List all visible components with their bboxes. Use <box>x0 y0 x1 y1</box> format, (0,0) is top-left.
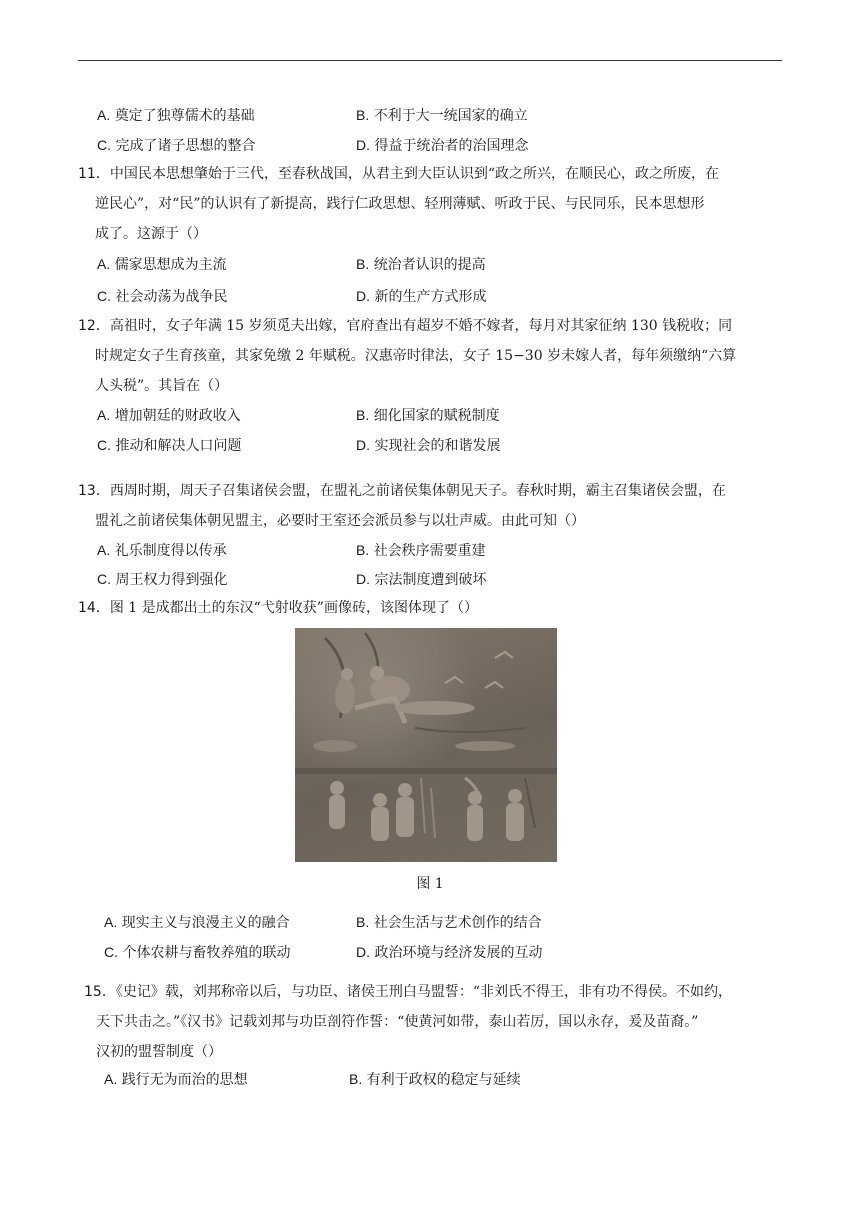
q13-option-c[interactable]: C. 周王权力得到强化 <box>97 571 228 588</box>
q11-option-a[interactable]: A. 儒家思想成为主流 <box>97 256 227 273</box>
q15-option-a[interactable]: A. 践行无为而治的思想 <box>104 1071 248 1088</box>
q13-number: 13． <box>78 483 110 499</box>
q15-number: 15． <box>84 984 116 1000</box>
q14-option-c[interactable]: C. 个体农耕与畜牧养殖的联动 <box>104 944 291 961</box>
q12-number: 12． <box>78 318 110 334</box>
q14-option-b[interactable]: B. 社会生活与艺术创作的结合 <box>356 914 542 931</box>
q12-option-b[interactable]: B. 细化国家的赋税制度 <box>356 407 500 424</box>
q14-number: 14． <box>78 600 110 616</box>
han-brick-relief-image <box>295 628 557 862</box>
q14-option-a[interactable]: A. 现实主义与浪漫主义的融合 <box>104 914 290 931</box>
figure-caption: 图 1 <box>416 876 444 892</box>
q12-option-d[interactable]: D. 实现社会的和谐发展 <box>356 437 501 454</box>
q14-option-d[interactable]: D. 政治环境与经济发展的互动 <box>356 944 543 961</box>
q10-option-d[interactable]: D. 得益于统治者的治国理念 <box>356 137 529 154</box>
relief-drawing <box>295 628 557 862</box>
q14-stem: 14．图 1 是成都出土的东汉“弋射收获”画像砖，该图体现了（） <box>78 600 478 616</box>
q13-option-a[interactable]: A. 礼乐制度得以传承 <box>97 542 227 559</box>
q11-stem: 11．中国民本思想肇始于三代，至春秋战国，从君主到大臣认识到“政之所兴，在顺民心，政之所废，在 逆民心”，对“民”的认识有了新提高，践行仁政思想、轻刑薄赋、听政于民、与民同乐，民本思想形 成了。这源于（） <box>78 166 719 242</box>
q10-option-b[interactable]: B. 不利于大一统国家的确立 <box>356 107 528 124</box>
q12-option-a[interactable]: A. 增加朝廷的财政收入 <box>97 407 241 424</box>
q13-stem: 13．西周时期，周天子召集诸侯会盟，在盟礼之前诸侯集体朝见天子。春秋时期，霸主召集诸侯会盟，在 盟礼之前诸侯集体朝见盟主，必要时王室还会派员参与以壮声威。由此可知（） <box>78 483 726 529</box>
q15-stem: 15．《史记》载，刘邦称帝以后，与功臣、诸侯王刑白马盟誓：“非刘氏不得王，非有功不得侯。不如约， 天下共击之。”《汉书》记载刘邦与功臣剖符作誓：“使黄河如带，泰山若厉，国以永存，爰及苗裔。” 汉初的盟誓制度（） <box>84 984 732 1060</box>
q13-option-d[interactable]: D. 宗法制度遭到破坏 <box>356 571 487 588</box>
header-rule <box>78 60 782 61</box>
q13-option-b[interactable]: B. 社会秩序需要重建 <box>356 542 486 559</box>
q12-stem: 12．高祖时，女子年满 15 岁须觅夫出嫁，官府查出有超岁不婚不嫁者，每月对其家征纳 130 钱税收；同 时规定女子生育孩童，其家免缴 2 年赋税。汉惠帝时律法，女子 15−30 岁未嫁人者，每年须缴纳“六算 人头税”。其旨在（） <box>78 318 737 394</box>
q15-option-b[interactable]: B. 有利于政权的稳定与延续 <box>349 1071 521 1088</box>
q11-number: 11． <box>78 166 110 182</box>
q12-option-c[interactable]: C. 推动和解决人口问题 <box>97 437 242 454</box>
q10-option-c[interactable]: C. 完成了诸子思想的整合 <box>97 137 256 154</box>
q11-option-c[interactable]: C. 社会动荡为战争民 <box>97 288 228 305</box>
q10-option-a[interactable]: A. 奠定了独尊儒术的基础 <box>97 107 255 124</box>
q11-option-b[interactable]: B. 统治者认识的提高 <box>356 256 486 273</box>
q11-option-d[interactable]: D. 新的生产方式形成 <box>356 288 487 305</box>
